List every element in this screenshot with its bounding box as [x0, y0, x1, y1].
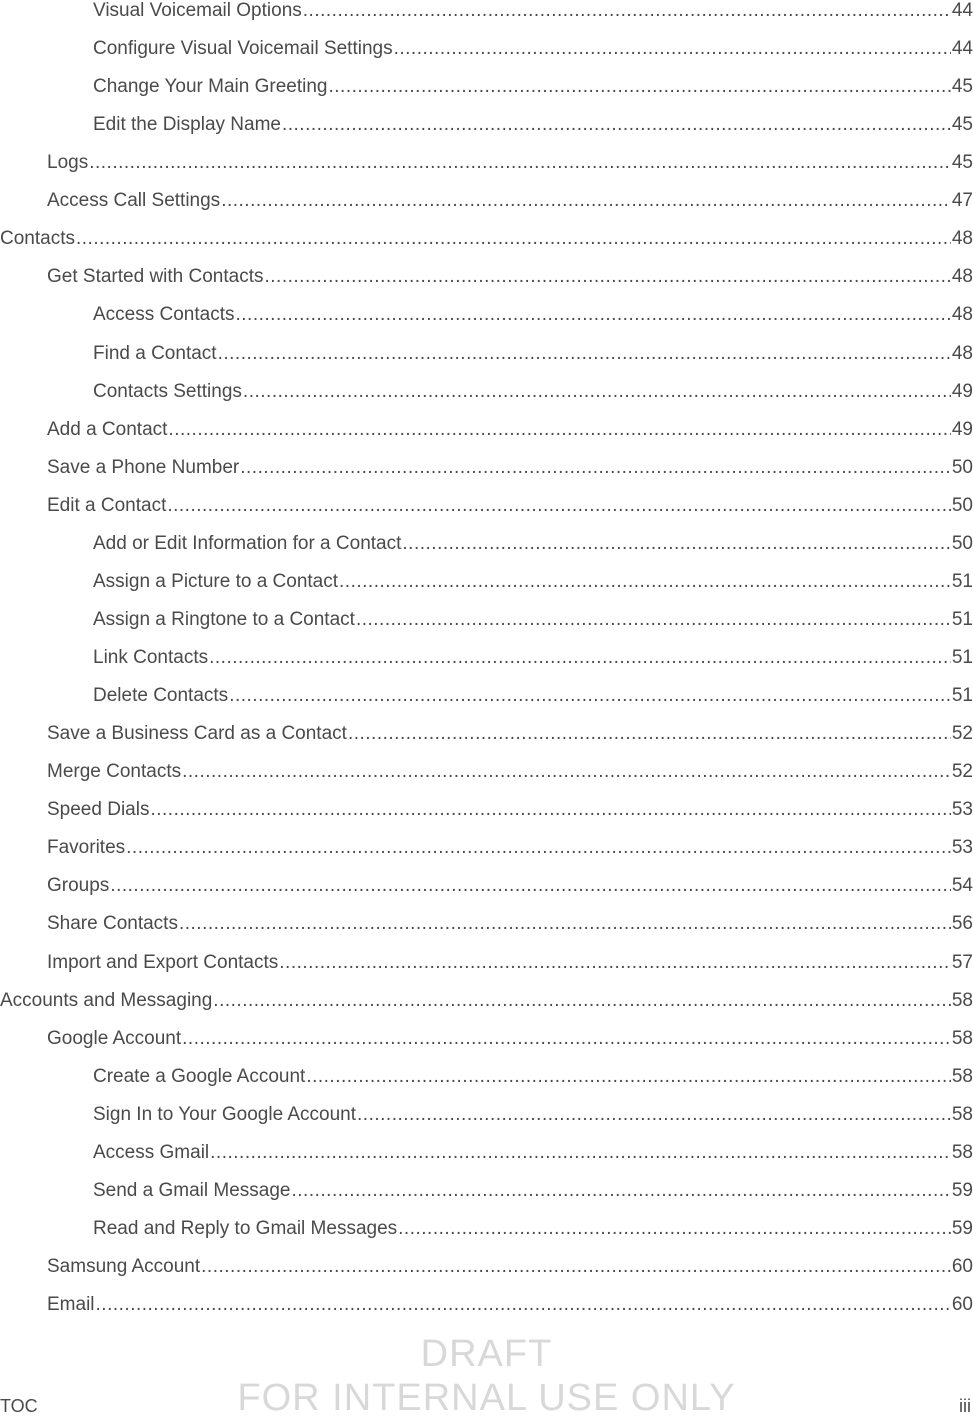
toc-entry[interactable] — [93, 380, 973, 404]
toc-dot-leader — [110, 874, 951, 898]
toc-entry-page: 58 — [951, 1027, 973, 1049]
footer-page-number: iii — [959, 1396, 971, 1416]
toc-entry-page: 48 — [951, 342, 973, 364]
toc-entry[interactable] — [0, 227, 973, 251]
toc-dot-leader — [209, 646, 951, 670]
toc-entry-page: 45 — [951, 76, 973, 98]
toc-dot-leader — [282, 113, 951, 137]
toc-entry[interactable] — [93, 1103, 973, 1127]
toc-entry-page: 50 — [951, 494, 973, 516]
toc-dot-leader — [279, 951, 951, 975]
toc-entry[interactable] — [0, 989, 973, 1013]
toc-dot-leader — [221, 189, 951, 213]
toc-entry-title: Accounts and Messaging — [0, 989, 213, 1011]
toc-entry-title: Logs — [47, 152, 89, 174]
toc-entry-page: 60 — [951, 1294, 973, 1316]
toc-dot-leader — [243, 380, 951, 404]
toc-entry-title: Assign a Ringtone to a Contact — [93, 608, 355, 630]
toc-entry-page: 52 — [951, 723, 973, 745]
toc-entry-title: Get Started with Contacts — [47, 266, 264, 288]
toc-entry-page: 49 — [951, 380, 973, 402]
toc-entry-title: Configure Visual Voicemail Settings — [93, 38, 393, 60]
toc-entry[interactable] — [47, 951, 973, 975]
toc-entry-title: Sign In to Your Google Account — [93, 1103, 357, 1125]
watermark-internal-use: FOR INTERNAL USE ONLY — [237, 1377, 736, 1419]
toc-entry[interactable] — [47, 1293, 973, 1317]
toc-entry-page: 44 — [951, 0, 973, 21]
toc-entry-page: 56 — [951, 913, 973, 935]
toc-entry-page: 51 — [951, 647, 973, 669]
toc-entry[interactable] — [93, 1179, 973, 1203]
toc-entry[interactable] — [47, 418, 973, 442]
toc-dot-leader — [292, 1179, 951, 1203]
toc-entry-page: 50 — [951, 532, 973, 554]
toc-entry[interactable] — [47, 798, 973, 822]
toc-dot-leader — [182, 760, 951, 784]
toc-entry-page: 51 — [951, 685, 973, 707]
footer-section-label: TOC — [0, 1396, 38, 1416]
toc-entry-title: Visual Voicemail Options — [93, 0, 302, 21]
toc-entry-page: 53 — [951, 837, 973, 859]
toc-entry-title: Add a Contact — [47, 418, 168, 440]
toc-entry-title: Assign a Picture to a Contact — [93, 570, 339, 592]
toc-dot-leader — [218, 342, 951, 366]
toc-entry-title: Access Call Settings — [47, 190, 221, 212]
toc-dot-leader — [126, 836, 951, 860]
toc-entry-page: 59 — [951, 1179, 973, 1201]
toc-entry-page: 59 — [951, 1217, 973, 1239]
toc-entry[interactable] — [93, 646, 973, 670]
toc-entry[interactable] — [47, 494, 973, 518]
toc-entry[interactable] — [93, 37, 973, 61]
toc-entry[interactable] — [47, 874, 973, 898]
toc-entry-page: 52 — [951, 761, 973, 783]
toc-dot-leader — [229, 684, 951, 708]
toc-entry-title: Find a Contact — [93, 342, 217, 364]
toc-entry-title: Groups — [47, 875, 110, 897]
toc-entry-page: 49 — [951, 418, 973, 440]
toc-dot-leader — [265, 265, 951, 289]
toc-entry-title: Share Contacts — [47, 913, 178, 935]
toc-entry[interactable] — [93, 113, 973, 137]
toc-entry-page: 47 — [951, 190, 973, 212]
toc-entry-title: Speed Dials — [47, 799, 150, 821]
toc-dot-leader — [236, 303, 951, 327]
toc-entry[interactable] — [47, 265, 973, 289]
toc-dot-leader — [329, 75, 951, 99]
toc-entry[interactable] — [93, 303, 973, 327]
toc-entry-page: 50 — [951, 456, 973, 478]
toc-entry[interactable] — [47, 722, 973, 746]
toc-entry[interactable] — [47, 760, 973, 784]
toc-entry-page: 48 — [951, 266, 973, 288]
toc-entry[interactable] — [93, 0, 973, 23]
toc-entry-title: Save a Business Card as a Contact — [47, 723, 347, 745]
toc-dot-leader — [339, 570, 951, 594]
toc-entry[interactable] — [93, 342, 973, 366]
toc-entry-page: 51 — [951, 570, 973, 592]
toc-entry-page: 53 — [951, 799, 973, 821]
toc-entry-title: Favorites — [47, 837, 126, 859]
toc-entry-title: Add or Edit Information for a Contact — [93, 532, 402, 554]
toc-entry[interactable] — [47, 456, 973, 480]
toc-entry-title: Edit the Display Name — [93, 114, 281, 136]
toc-dot-leader — [348, 722, 951, 746]
toc-entry-title: Import and Export Contacts — [47, 951, 279, 973]
toc-entry-title: Read and Reply to Gmail Messages — [93, 1217, 398, 1239]
toc-dot-leader — [394, 37, 951, 61]
toc-dot-leader — [398, 1217, 951, 1241]
toc-entry[interactable] — [47, 1255, 973, 1279]
toc-entry[interactable] — [93, 570, 973, 594]
toc-dot-leader — [168, 418, 950, 442]
toc-dot-leader — [89, 151, 951, 175]
toc-entry-title: Access Contacts — [93, 304, 235, 326]
toc-entry-page: 58 — [951, 1103, 973, 1125]
toc-entry-page: 51 — [951, 608, 973, 630]
toc-entry[interactable] — [93, 1217, 973, 1241]
toc-entry[interactable] — [47, 1027, 973, 1051]
toc-dot-leader — [356, 608, 951, 632]
toc-dot-leader — [210, 1141, 951, 1165]
watermark-draft: DRAFT — [420, 1333, 553, 1375]
toc-entry[interactable] — [93, 684, 973, 708]
toc-dot-leader — [306, 1065, 951, 1089]
toc-entry-page: 57 — [951, 951, 973, 973]
toc-dot-leader — [357, 1103, 951, 1127]
toc-entry[interactable] — [47, 151, 973, 175]
toc-entry-page: 58 — [951, 1141, 973, 1163]
toc-dot-leader — [76, 227, 951, 251]
toc-dot-leader — [303, 0, 951, 23]
toc-dot-leader — [213, 989, 951, 1013]
toc-entry-title: Google Account — [47, 1027, 182, 1049]
toc-entry-page: 54 — [951, 875, 973, 897]
toc-entry[interactable] — [47, 912, 973, 936]
toc-dot-leader — [402, 532, 950, 556]
toc-entry-title: Contacts — [0, 228, 75, 250]
toc-entry-page: 45 — [951, 152, 973, 174]
toc-entry-page: 60 — [951, 1255, 973, 1277]
toc-dot-leader — [179, 912, 951, 936]
toc-entry-page: 58 — [951, 989, 973, 1011]
toc-entry-title: Edit a Contact — [47, 494, 167, 516]
toc-entry[interactable] — [93, 1065, 973, 1089]
toc-entry-title: Change Your Main Greeting — [93, 76, 328, 98]
toc-dot-leader — [167, 494, 951, 518]
toc-entry[interactable] — [93, 75, 973, 99]
toc-entry-title: Create a Google Account — [93, 1065, 306, 1087]
toc-entry-title: Send a Gmail Message — [93, 1179, 291, 1201]
toc-entry-title: Merge Contacts — [47, 761, 182, 783]
toc-dot-leader — [96, 1293, 951, 1317]
toc-entry-page: 48 — [951, 228, 973, 250]
toc-dot-leader — [240, 456, 951, 480]
toc-entry-title: Samsung Account — [47, 1255, 201, 1277]
toc-entry-title: Contacts Settings — [93, 380, 242, 402]
toc-entry[interactable] — [47, 836, 973, 860]
toc-entry-title: Email — [47, 1294, 95, 1316]
toc-entry-page: 48 — [951, 304, 973, 326]
toc-entry-title: Delete Contacts — [93, 685, 229, 707]
toc-dot-leader — [182, 1027, 951, 1051]
toc-entry[interactable] — [47, 189, 973, 213]
toc-dot-leader — [201, 1255, 951, 1279]
toc-entry-title: Link Contacts — [93, 647, 209, 669]
toc-entry[interactable] — [93, 608, 973, 632]
toc-entry-title: Save a Phone Number — [47, 456, 240, 478]
toc-entry-page: 45 — [951, 114, 973, 136]
toc-entry-page: 58 — [951, 1065, 973, 1087]
toc-entry[interactable] — [93, 532, 973, 556]
toc-entry-title: Access Gmail — [93, 1141, 210, 1163]
toc-dot-leader — [150, 798, 950, 822]
toc-entry-page: 44 — [951, 38, 973, 60]
toc-entry[interactable] — [93, 1141, 973, 1165]
